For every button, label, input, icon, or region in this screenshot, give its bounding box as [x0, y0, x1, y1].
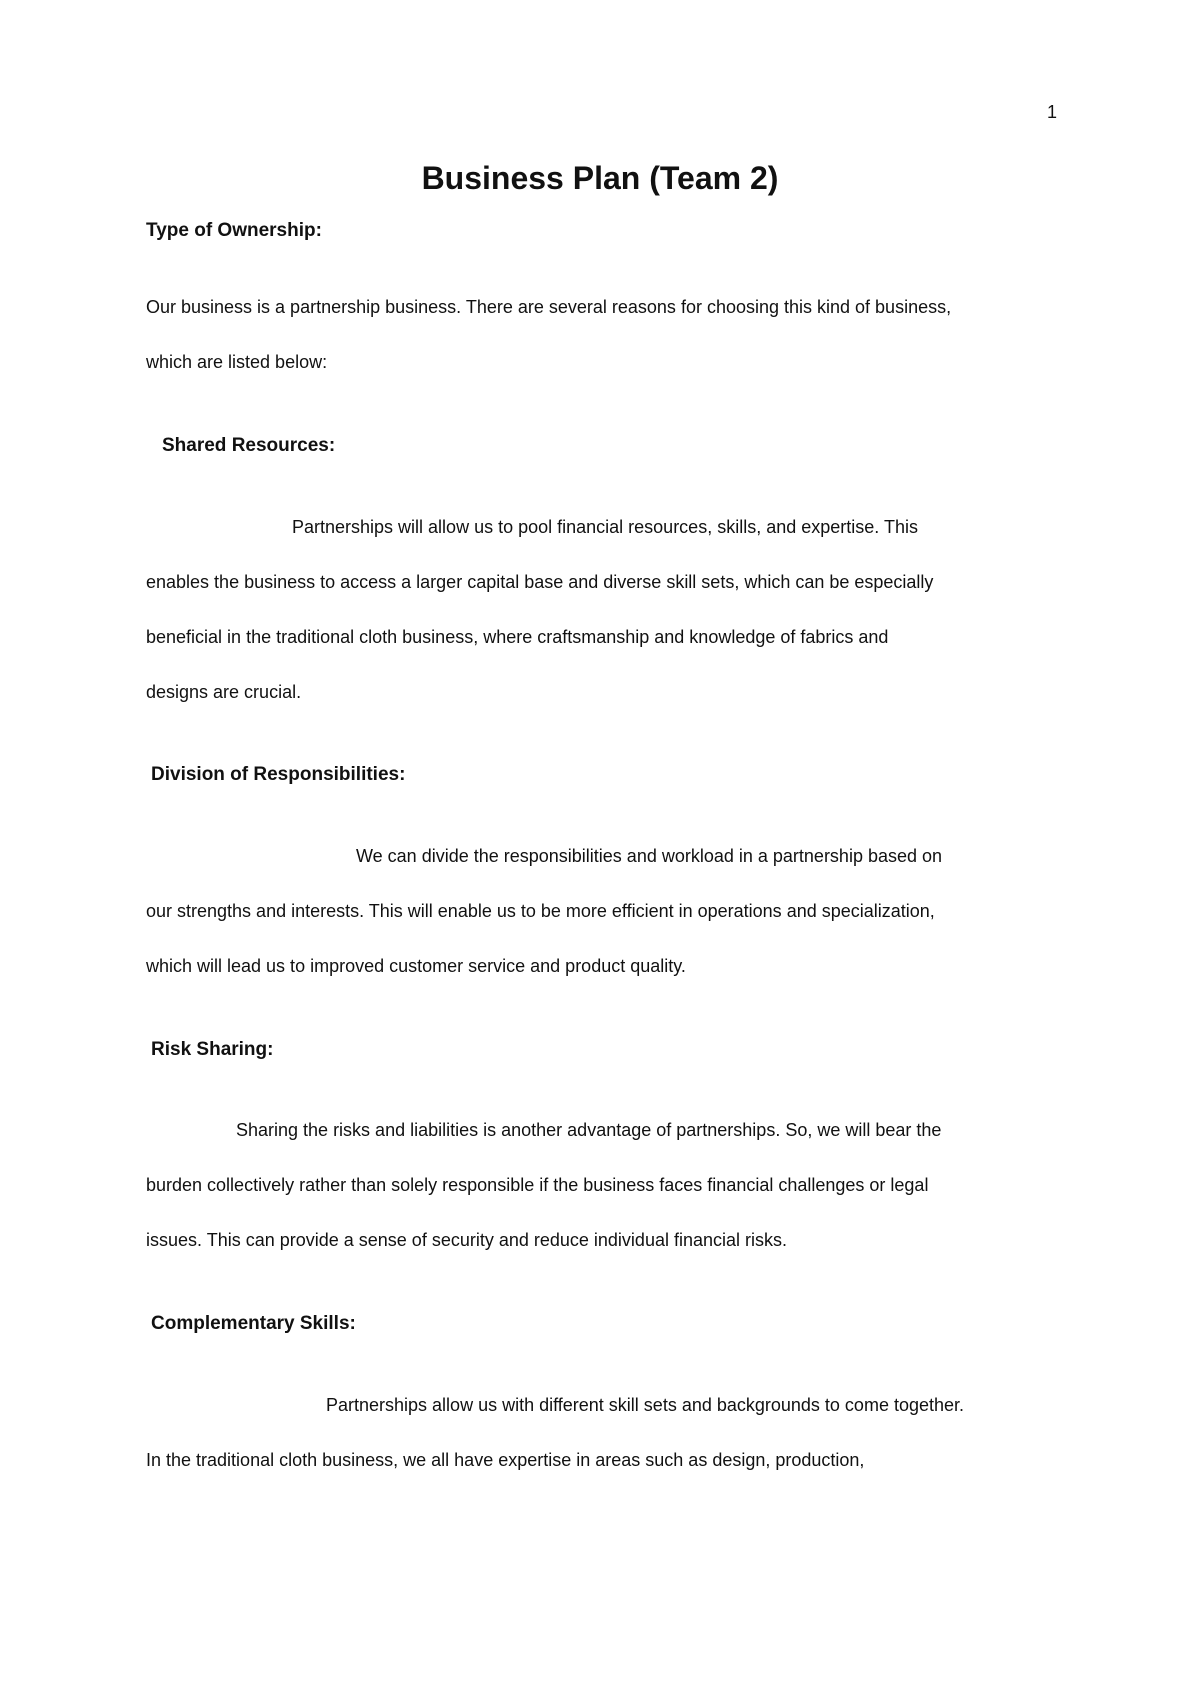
document-title: Business Plan (Team 2) — [421, 160, 779, 196]
page-number: 1 — [1047, 102, 1058, 122]
paragraph-line: beneficial in the traditional cloth business, where craftsmanship and knowledge of fabrics and — [146, 627, 889, 647]
heading-risk-sharing: Risk Sharing: — [151, 1039, 274, 1060]
paragraph-division — [146, 829, 1066, 994]
paragraph-skills — [146, 1378, 1066, 1488]
paragraph-line: issues. This can provide a sense of security and reduce individual financial risks. — [146, 1230, 787, 1250]
paragraph-line: In the traditional cloth business, we all have expertise in areas such as design, production, — [146, 1450, 865, 1470]
paragraph-ownership — [146, 280, 1066, 390]
paragraph-line: designs are crucial. — [146, 682, 302, 702]
paragraph-line: Our business is a partnership business. There are several reasons for choosing this kind of business, — [146, 297, 952, 317]
paragraph-line: our strengths and interests. This will enable us to be more efficient in operations and specialization, — [146, 901, 935, 921]
heading-complementary-skills: Complementary Skills: — [151, 1313, 356, 1334]
heading-division-of-responsibilities: Division of Responsibilities: — [151, 764, 406, 785]
heading-shared-resources: Shared Resources: — [162, 435, 336, 456]
paragraph-line: enables the business to access a larger capital base and diverse skill sets, which can be especially — [146, 572, 934, 592]
paragraph-risk — [146, 1103, 1066, 1268]
paragraph-line: Partnerships will allow us to pool financial resources, skills, and expertise. This — [292, 517, 918, 537]
paragraph-line: which will lead us to improved customer service and product quality. — [146, 956, 686, 976]
paragraph-line: We can divide the responsibilities and workload in a partnership based on — [356, 846, 943, 866]
paragraph-line: Partnerships allow us with different skill sets and backgrounds to come together. — [326, 1395, 965, 1415]
paragraph-line: Sharing the risks and liabilities is another advantage of partnerships. So, we will bear the — [236, 1120, 942, 1140]
paragraph-shared-resources — [146, 500, 1066, 720]
heading-type-of-ownership: Type of Ownership: — [146, 220, 322, 241]
paragraph-line: which are listed below: — [146, 352, 328, 372]
paragraph-line: burden collectively rather than solely responsible if the business faces financial challenges or legal — [146, 1175, 929, 1195]
